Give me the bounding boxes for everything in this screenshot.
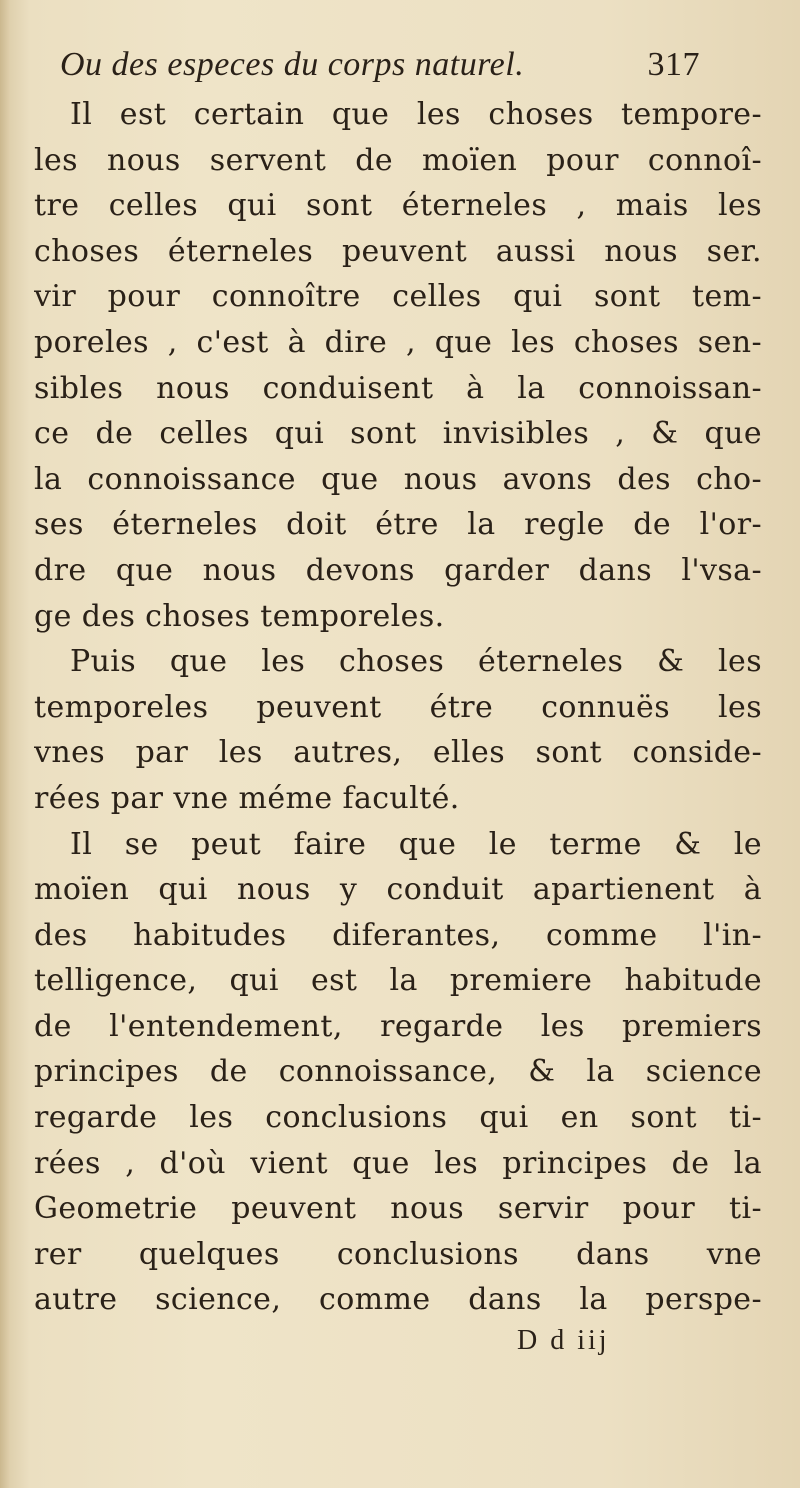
signature-mark: D d iij — [517, 1325, 610, 1356]
text-line: des habitudes diferantes, comme l'in- — [34, 917, 762, 953]
book-page — [22, 22, 780, 1462]
text-line: choses éterneles peuvent aussi nous ser. — [34, 233, 762, 269]
text-line: Il est certain que les choses tempore- — [70, 97, 762, 132]
text-line: Il se peut faire que le terme & le — [70, 826, 762, 862]
body-text — [34, 92, 762, 1323]
text-line: ge des choses temporeles. — [34, 598, 445, 634]
text-line: sibles nous conduisent à la connoissan- — [34, 370, 762, 406]
running-header — [60, 46, 700, 96]
text-line: ses éterneles doit étre la regle de l'or- — [34, 507, 762, 543]
text-line: principes de connoissance, & la science — [34, 1054, 762, 1090]
text-line: poreles , c'est à dire , que les choses sen- — [34, 324, 762, 360]
text-line: les nous servent de moïen pour connoî- — [34, 142, 762, 178]
page-number: 317 — [647, 46, 700, 83]
text-line: rées , d'où vient que les principes de la — [34, 1145, 762, 1181]
text-line: tre celles qui sont éterneles , mais les — [34, 188, 762, 224]
text-line: temporeles peuvent étre connuës les — [34, 689, 762, 725]
text-line: de l'entendement, regarde les premiers — [34, 1008, 762, 1044]
text-line: rées par vne méme faculté. — [34, 780, 460, 816]
text-line: autre science, comme dans la perspe- — [34, 1282, 762, 1318]
text-line: regarde les conclusions qui en sont ti- — [34, 1100, 762, 1136]
running-title: Ou des especes du corps naturel. — [60, 46, 525, 83]
text-line: rer quelques conclusions dans vne — [34, 1236, 762, 1272]
text-line: la connoissance que nous avons des cho- — [34, 461, 762, 497]
text-line: vnes par les autres, elles sont conside- — [34, 735, 762, 771]
page-gutter-shadow — [0, 0, 10, 1488]
text-line: Puis que les choses éterneles & les — [70, 644, 762, 680]
text-line: Geometrie peuvent nous servir pour ti- — [34, 1191, 762, 1227]
text-line: ce de celles qui sont invisibles , & que — [34, 416, 762, 452]
text-line: vir pour connoître celles qui sont tem- — [34, 279, 762, 315]
text-line: moïen qui nous y conduit apartienent à — [34, 872, 762, 908]
text-line: dre que nous devons garder dans l'vsa- — [34, 552, 762, 588]
text-line: telligence, qui est la premiere habitude — [34, 963, 762, 999]
